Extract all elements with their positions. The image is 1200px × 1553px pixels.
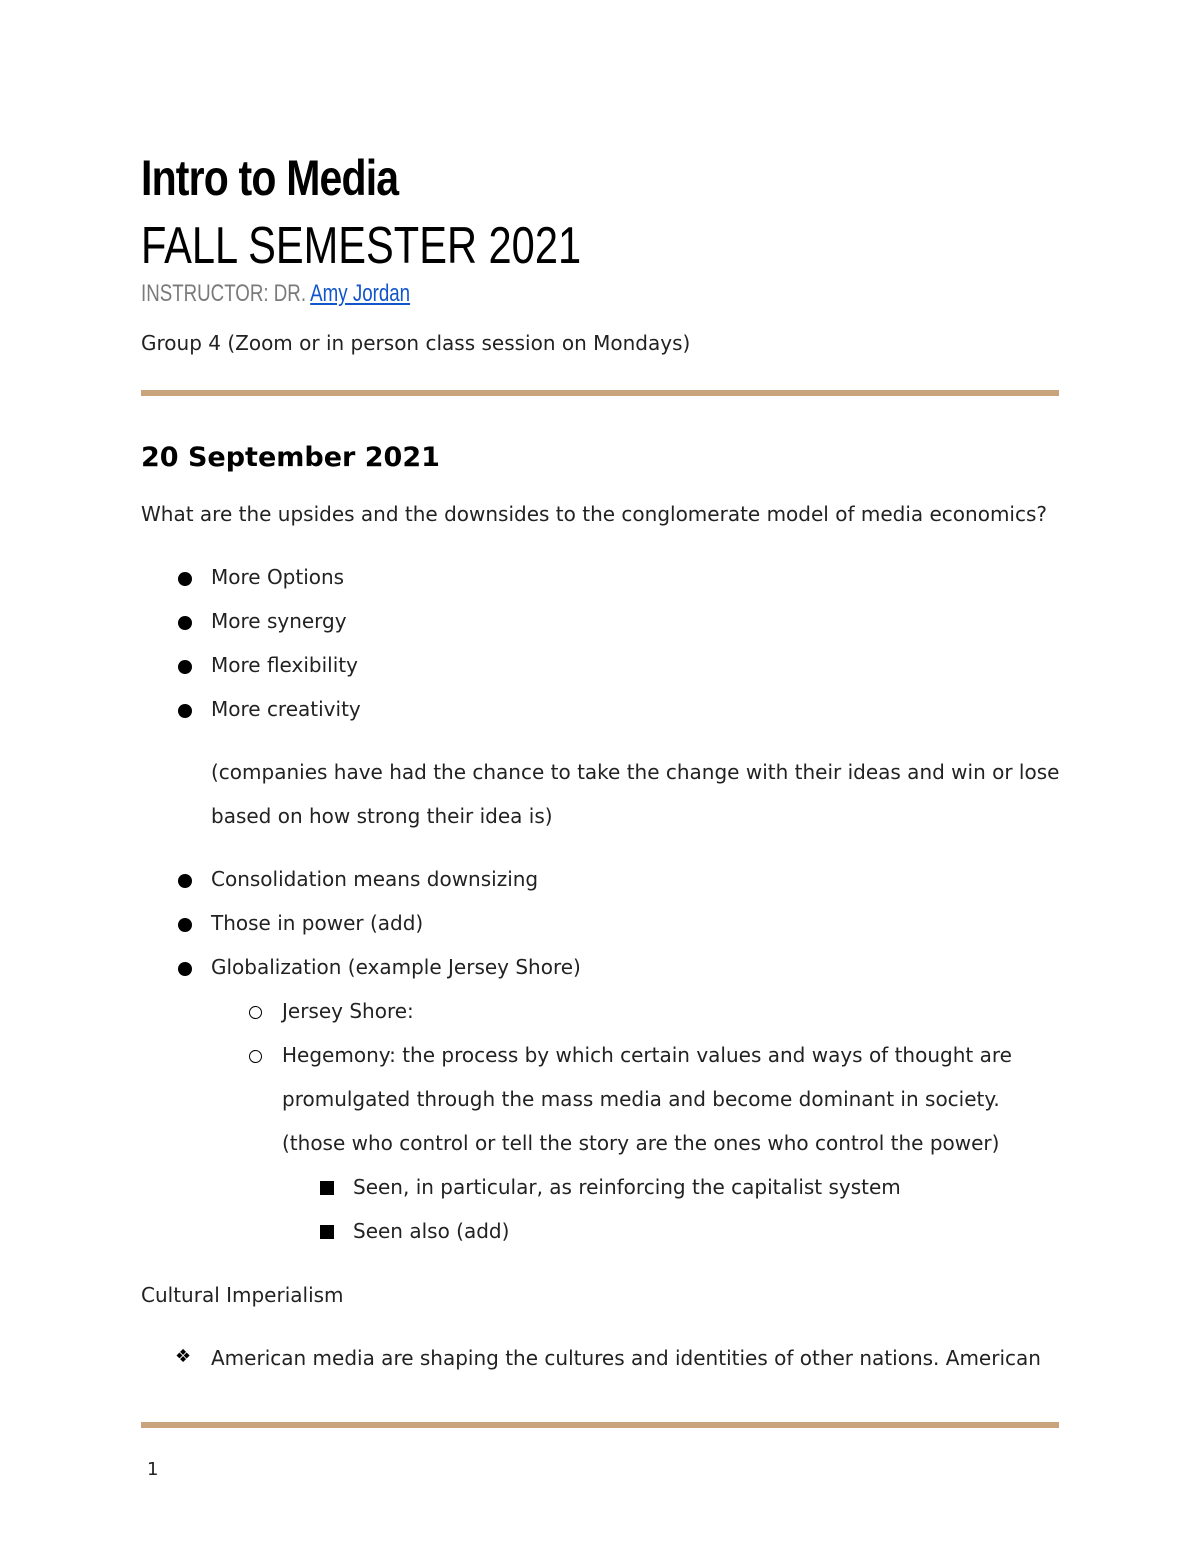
top-divider: [141, 390, 1059, 396]
sub-list-item: Hegemony: the process by which certain values and ways of thought are: [282, 1043, 1012, 1067]
document-title: Intro to Media: [141, 150, 399, 206]
list-item: Consolidation means downsizing: [211, 867, 539, 891]
list-item: More flexibility: [211, 653, 358, 677]
instructor-line: [141, 278, 410, 310]
bullet-circle-icon: [249, 1050, 262, 1063]
sub-list-item-continuation: promulgated through the mass media and become dominant in society.: [282, 1087, 1000, 1111]
bullet-circle-icon: [249, 1006, 262, 1019]
sub-list-item-continuation: (those who control or tell the story are the ones who control the power): [282, 1131, 1000, 1155]
instructor-prefix: INSTRUCTOR: DR.: [141, 280, 311, 307]
bullet-disc-icon: [178, 572, 192, 586]
list-item: Those in power (add): [211, 911, 424, 935]
bullet-disc-icon: [178, 660, 192, 674]
list-item: More creativity: [211, 697, 361, 721]
bullet-square-icon: [320, 1181, 334, 1195]
list-item: More synergy: [211, 609, 347, 633]
bullet-disc-icon: [178, 874, 192, 888]
note-text-line: based on how strong their idea is): [211, 804, 553, 828]
page-number: 1: [147, 1459, 159, 1480]
bullet-disc-icon: [178, 704, 192, 718]
diamond-bullet-icon: ❖: [175, 1346, 192, 1367]
date-heading: 20 September 2021: [141, 442, 440, 473]
sub-sub-list-item: Seen, in particular, as reinforcing the capitalist system: [353, 1175, 901, 1199]
sub-sub-list-item: Seen also (add): [353, 1219, 510, 1243]
group-line: Group 4 (Zoom or in person class session on Mondays): [141, 331, 691, 355]
instructor-name-link[interactable]: Amy Jordan: [310, 280, 411, 307]
section-label: Cultural Imperialism: [141, 1283, 344, 1307]
list-item: More Options: [211, 565, 345, 589]
bullet-disc-icon: [178, 918, 192, 932]
bullet-disc-icon: [178, 616, 192, 630]
bottom-divider: [141, 1422, 1059, 1428]
sub-list-item: Jersey Shore:: [282, 999, 414, 1023]
document-subtitle: FALL SEMESTER 2021: [141, 217, 582, 275]
question-text: What are the upsides and the downsides to the conglomerate model of media economics?: [141, 502, 1048, 526]
bullet-square-icon: [320, 1225, 334, 1239]
list-item: Globalization (example Jersey Shore): [211, 955, 581, 979]
list-item: American media are shaping the cultures and identities of other nations. American: [211, 1346, 1041, 1370]
note-text-line: (companies have had the chance to take the change with their ideas and win or lose: [211, 760, 1060, 784]
bullet-disc-icon: [178, 962, 192, 976]
